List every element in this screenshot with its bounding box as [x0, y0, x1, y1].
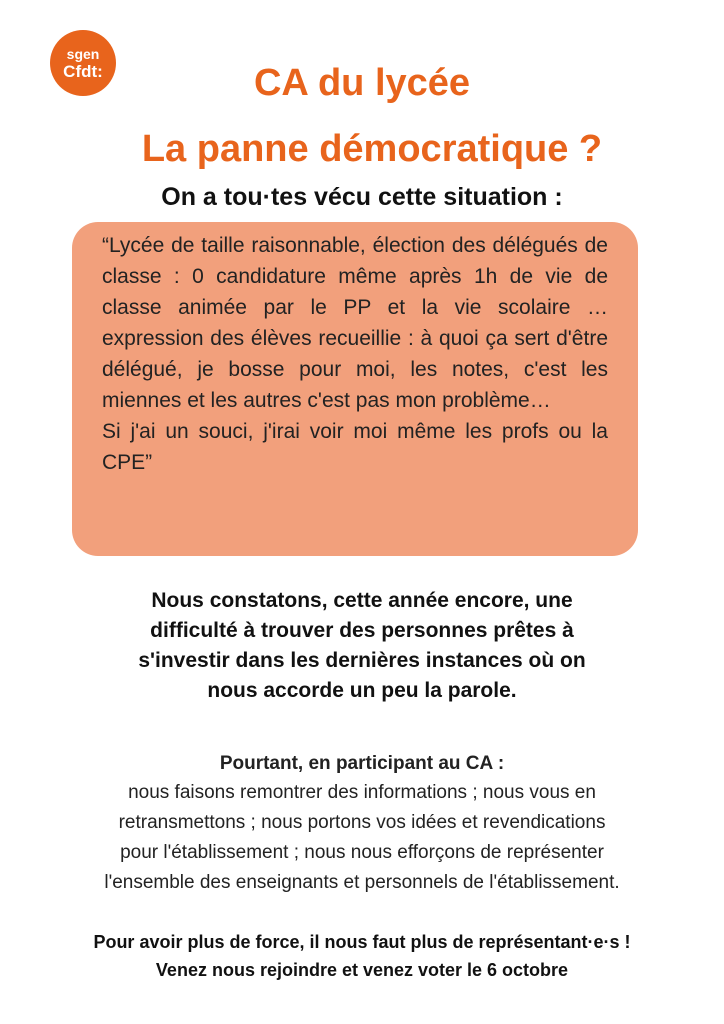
participation-line: l'ensemble des enseignants et personnels de l'établissement. — [104, 872, 620, 893]
participation-line: nous faisons remontrer des informations ; nous vous en — [128, 782, 596, 803]
title-line-1: CA du lycée — [253, 62, 471, 104]
participation-heading: Pourtant, en participant au CA : — [219, 753, 505, 774]
statement-line: s'investir dans les dernières instances où on — [138, 649, 586, 672]
quote-paragraph-2: Si j'ai un souci, j'irai voir moi même les profs ou la CPE” — [102, 420, 608, 474]
footer-line-2: Venez nous rejoindre et venez voter le 6 octobre — [155, 960, 569, 980]
subtitle: On a tou·tes vécu cette situation : — [161, 183, 563, 211]
statement — [60, 586, 664, 706]
participation-line: retransmettons ; nous portons vos idées et revendications — [118, 812, 606, 833]
title-line-2: La panne démocratique ? — [141, 128, 603, 170]
quote-paragraph-1: “Lycée de taille raisonnable, élection des délégués de classe : 0 candidature même après 1h de vie de classe animée par le PP et la vie scolaire … expression des élèves recueillie : à quoi ça sert d'être délégué, je bosse pour moi, les notes, c'est les miennes et les autres c'est pas mon problème… — [102, 234, 608, 412]
footer — [0, 928, 724, 984]
statement-line: Nous constatons, cette année encore, une — [151, 589, 573, 612]
statement-line: difficulté à trouver des personnes prêtes à — [150, 619, 574, 642]
logo-text-bottom: Cfdt: — [63, 61, 103, 81]
quote-text — [102, 230, 608, 478]
participation-block — [30, 750, 694, 898]
participation-line: pour l'établissement ; nous nous efforçons de représenter — [120, 842, 604, 863]
logo-text-top: sgen — [66, 45, 100, 62]
footer-line-1: Pour avoir plus de force, il nous faut plus de représentant·e·s ! — [93, 932, 631, 952]
statement-line: nous accorde un peu la parole. — [207, 679, 517, 702]
quote-box — [72, 222, 638, 556]
